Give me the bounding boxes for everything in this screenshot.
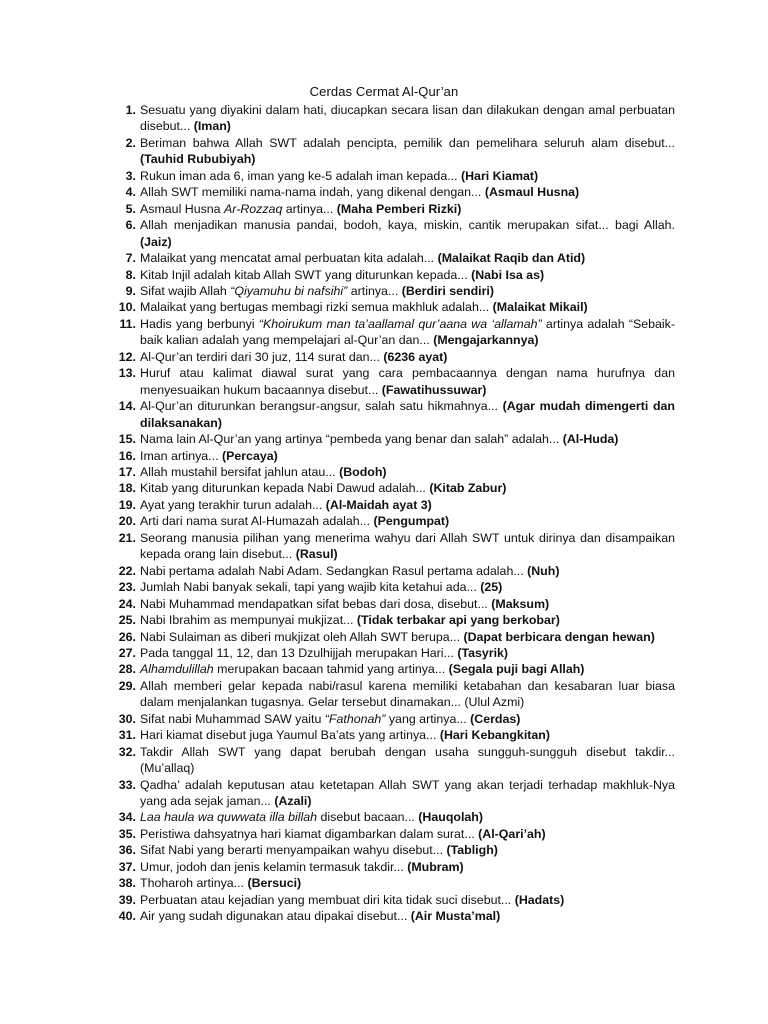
question-item [108,480,675,496]
document-title: Cerdas Cermat Al-Qur’an [309,84,459,99]
question-text-part: Sifat nabi Muhammad SAW yaitu [140,711,325,726]
question-text [140,646,508,660]
question-answer: (Segala puji bagi Allah) [448,662,585,677]
question-answer: (Mubram) [407,859,464,874]
question-text-part: Nabi Ibrahim as mempunyai mukjizat... [140,613,357,628]
question-item [108,464,675,480]
question-number: 14. [118,399,136,414]
question-text-part: yang artinya... [385,711,471,726]
question-text-part: Air yang sudah digunakan atau dipakai disebut... [140,909,411,924]
question-text [140,745,675,775]
question-text [140,465,387,479]
question-item [108,661,675,677]
question-number: 15. [118,432,136,447]
question-item [108,809,675,825]
question-answer: (Asmaul Husna) [484,185,580,200]
question-number: 23. [118,580,136,595]
question-item [108,398,675,431]
question-answer: (Dapat berbicara dengan hewan) [463,629,655,644]
question-text [140,350,447,364]
question-item [108,727,675,743]
question-number: 20. [118,514,136,529]
question-text [140,300,588,314]
question-item [108,135,675,168]
question-text-part: Umur, jodoh dan jenis kelamin termasuk takdir... [140,859,408,874]
question-text-part: artinya adalah “Sebaik-baik kalian adalah yang mempelajari al-Qur’an dan... [140,316,675,348]
question-number: 25. [118,613,136,628]
question-number: 30. [118,711,136,726]
question-list [108,102,675,925]
question-number: 3. [125,168,136,183]
question-answer: (Agar mudah dimengerti dan dilaksanakan) [140,399,675,430]
question-answer: (6236 ayat) [383,349,448,364]
question-item [108,267,675,283]
question-answer: (Tasyrik) [457,645,509,660]
question-item [108,777,675,810]
question-answer: (Al-Maidah ayat 3) [325,497,432,512]
question-text-part: Allah SWT memiliki nama-nama indah, yang dikenal dengan... [140,185,485,200]
question-text-italic: “Khoirukum man ta’aallamal qur’aana wa ‘allamah” [258,316,542,331]
question-number: 38. [118,876,136,891]
question-answer: (Nuh) [527,563,560,578]
question-text-part: disebut bacaan... [317,810,419,825]
question-answer: (Berdiri sendiri) [401,283,494,298]
question-answer: (Al-Qari’ah) [478,826,546,841]
question-number: 4. [125,185,136,200]
question-item [108,711,675,727]
question-item [108,168,675,184]
question-number: 29. [118,678,136,693]
question-number: 6. [125,218,136,233]
question-answer: (Hari Kebangkitan) [439,728,550,743]
question-text-part: Hadis yang berbunyi [140,316,259,331]
question-text [140,712,520,726]
question-item [108,875,675,891]
question-text-part: Huruf atau kalimat diawal surat yang cara pembacaannya dengan nama hurufnya dan menyesuaikan hukum bacaannya disebut... [140,366,675,397]
question-item [108,826,675,842]
question-text-part: Allah mustahil bersifat jahlun atau... [140,464,340,479]
question-answer: (Maksum) [491,596,550,611]
question-item [108,184,675,200]
question-answer: (Maha Pemberi Rizki) [336,201,462,216]
question-number: 8. [125,267,136,282]
question-answer: (Tabligh) [446,843,498,858]
question-answer: (Hauqolah) [418,810,483,825]
question-answer: (Bodoh) [339,464,387,479]
question-text [140,564,559,578]
question-answer: (Mengajarkannya) [433,333,539,348]
question-text-part: Allah menjadikan manusia pandai, bodoh, kaya, miskin, cantik merupakan sifat... bagi Allah. [140,218,675,233]
question-text [140,136,675,166]
question-text-italic: Alhamdulillah [140,662,214,677]
question-item [108,678,675,711]
question-text [140,662,584,676]
question-number: 18. [118,481,136,496]
question-text-part: Sifat Nabi yang berarti menyampaikan wahyu disebut... [140,843,447,858]
question-item [108,629,675,645]
question-number: 17. [118,464,136,479]
question-answer: (Hari Kiamat) [460,168,539,183]
question-answer: (Tauhid Rububiyah) [140,152,256,167]
question-text-part: Malaikat yang bertugas membagi rizki semua makhluk adalah... [140,300,493,315]
question-item [108,201,675,217]
question-text-italic: Ar-Rozzaq [224,201,283,216]
question-answer: (Tidak terbakar api yang berkobar) [356,613,560,628]
question-item [108,596,675,612]
question-text [140,218,675,248]
question-text-part: merupakan bacaan tahmid yang artinya... [213,662,449,677]
question-number: 31. [118,728,136,743]
question-answer: (Air Musta’mal) [410,909,501,924]
question-text-part: Ayat yang terakhir turun adalah... [140,497,326,512]
question-item [108,612,675,628]
question-text [140,597,549,611]
question-item [108,349,675,365]
question-number: 33. [118,777,136,792]
question-text-part: Sesuatu yang diyakini dalam hati, diucapkan secara lisan dan dilakukan dengan amal perbuatan disebut... [140,103,675,134]
question-item [108,892,675,908]
question-answer: (Al-Huda) [562,432,619,447]
question-number: 10. [118,300,136,315]
question-text-italic: Laa haula wa quwwata illa billah [140,810,318,825]
question-text [140,876,301,890]
question-number: 16. [118,448,136,463]
question-text [140,481,506,495]
question-text [140,432,618,446]
question-text [140,284,494,298]
question-item [108,744,675,777]
question-number: 2. [125,135,136,150]
question-number: 32. [118,744,136,759]
question-item [108,859,675,875]
question-text-part: Nama lain Al-Qur’an yang artinya “pembeda yang benar dan salah” adalah... [140,432,563,447]
question-text-part: Rukun iman ada 6, iman yang ke-5 adalah iman kepada... [140,168,461,183]
question-text [140,613,560,627]
question-text-part: Pada tanggal 11, 12, dan 13 Dzulhijjah merupakan Hari... [140,645,458,660]
question-text [140,909,500,923]
question-item [108,448,675,464]
question-number: 1. [125,103,136,117]
question-answer: (Malaikat Raqib dan Atid) [437,251,586,266]
question-answer: (Fawatihussuwar) [381,382,487,397]
question-text [140,893,564,907]
question-text [140,103,675,133]
question-answer: (Iman) [193,119,231,134]
question-item [108,497,675,513]
question-text [140,317,675,347]
question-text [140,679,675,709]
question-text-part: Kitab yang diturunkan kepada Nabi Dawud adalah... [140,481,430,496]
question-number: 5. [125,201,136,216]
question-text-part: Seorang manusia pilihan yang menerima wahyu dari Allah SWT untuk dirinya dan disampaikan kepada orang lain disebut... [140,530,675,562]
question-text [140,185,579,199]
question-item [108,365,675,398]
question-number: 34. [118,810,136,825]
question-text [140,728,550,742]
question-text [140,778,675,808]
question-text [140,860,464,874]
question-answer: (Kitab Zabur) [429,481,507,496]
question-number: 36. [118,843,136,858]
question-text [140,399,675,429]
question-text-part: artinya... [282,201,337,216]
question-answer: (Jaiz) [140,234,172,249]
question-text-part: Thoharoh artinya... [140,876,248,891]
question-text-part: Perbuatan atau kejadian yang membuat diri kita tidak suci disebut... [140,892,515,907]
question-text-part: Nabi Muhammad mendapatkan sifat bebas dari dosa, disebut... [140,596,492,611]
question-text-part: Malaikat yang mencatat amal perbuatan kita adalah... [140,251,438,266]
question-answer: (Percaya) [221,448,278,463]
question-number: 26. [118,629,136,644]
question-text-part: Allah memberi gelar kepada nabi/rasul karena memiliki ketabahan dan kesabaran luar biasa dalam menjalankan tugasnya. Gelar tersebut dinamakan... [140,678,675,710]
question-number: 7. [125,251,136,266]
question-number: 37. [118,859,136,874]
question-text-part: Sifat wajib Allah [140,283,231,298]
question-answer: (Hadats) [514,892,565,907]
question-text-italic: “Fathonah” [324,711,386,726]
question-item [108,908,675,924]
question-text-part: artinya... [347,283,402,298]
question-answer: (Pengumpat) [373,514,450,529]
question-text [140,827,546,841]
question-number: 39. [118,892,136,907]
question-number: 27. [118,645,136,660]
question-text-part: Nabi Sulaiman as diberi mukjizat oleh Allah SWT berupa... [140,629,464,644]
question-item [108,250,675,266]
question-answer: (Malaikat Mikail) [492,300,588,315]
question-text-part: Hari kiamat disebut juga Yaumul Ba’ats yang artinya... [140,728,440,743]
question-answer: (25) [480,580,503,595]
question-text [140,202,461,216]
question-text-part: Takdir Allah SWT yang dapat berubah dengan usaha sungguh-sungguh disebut takdir... [140,744,675,759]
question-text-part: Al-Qur’an diturunkan berangsur-angsur, salah satu hikmahnya... [140,399,503,414]
question-item [108,645,675,661]
question-item [108,431,675,447]
question-answer: (Rasul) [295,547,338,562]
question-answer: (Mu’allaq) [140,761,195,776]
question-text [140,630,655,644]
question-text-part: Nabi pertama adalah Nabi Adam. Sedangkan Rasul pertama adalah... [140,563,528,578]
question-text [140,366,675,396]
question-text [140,251,585,265]
question-item [108,842,675,858]
question-item [108,102,675,135]
question-number: 19. [118,497,136,512]
question-item [108,283,675,299]
question-number: 21. [118,530,136,545]
question-item [108,513,675,529]
question-text [140,531,675,561]
question-text [140,169,538,183]
question-number: 12. [118,349,136,364]
question-number: 40. [118,909,136,924]
question-text [140,810,483,824]
question-text-part: Asmaul Husna [140,201,225,216]
question-text [140,498,432,512]
question-answer: (Azali) [274,794,312,809]
question-text-part: Peristiwa dahsyatnya hari kiamat digambarkan dalam surat... [140,826,479,841]
question-item [108,299,675,315]
question-number: 9. [125,283,136,298]
question-item [108,530,675,563]
question-text-part: Qadha’ adalah keputusan atau ketetapan Allah SWT yang akan terjadi terhadap makhluk-Nya yang ada sejak jaman... [140,777,675,809]
question-text [140,514,449,528]
question-item [108,579,675,595]
question-text-italic: “Qiyamuhu bi nafsihi” [230,283,348,298]
question-text-part: Kitab Injil adalah kitab Allah SWT yang diturunkan kepada... [140,267,472,282]
question-number: 11. [119,316,136,331]
question-number: 22. [118,563,136,578]
question-item [108,217,675,250]
question-text [140,580,502,594]
question-number: 24. [118,596,136,611]
question-item [108,563,675,579]
question-number: 28. [118,662,136,677]
question-text [140,268,544,282]
question-text-part: Arti dari nama surat Al-Humazah adalah... [140,514,374,529]
question-answer: (Bersuci) [247,876,302,891]
question-text [140,449,278,463]
question-number: 13. [118,366,136,381]
question-number: 35. [118,826,136,841]
question-text [140,843,498,857]
question-text-part: Jumlah Nabi banyak sekali, tapi yang wajib kita ketahui ada... [140,580,481,595]
question-answer: (Ulul Azmi) [464,695,525,710]
question-text-part: Iman artinya... [140,448,222,463]
question-item [108,316,675,349]
question-answer: (Nabi Isa as) [471,267,545,282]
question-text-part: Beriman bahwa Allah SWT adalah pencipta, pemilik dan pemelihara seluruh alam disebut... [140,135,675,150]
question-answer: (Cerdas) [470,711,521,726]
question-text-part: Al-Qur’an terdiri dari 30 juz, 114 surat dan... [140,349,384,364]
